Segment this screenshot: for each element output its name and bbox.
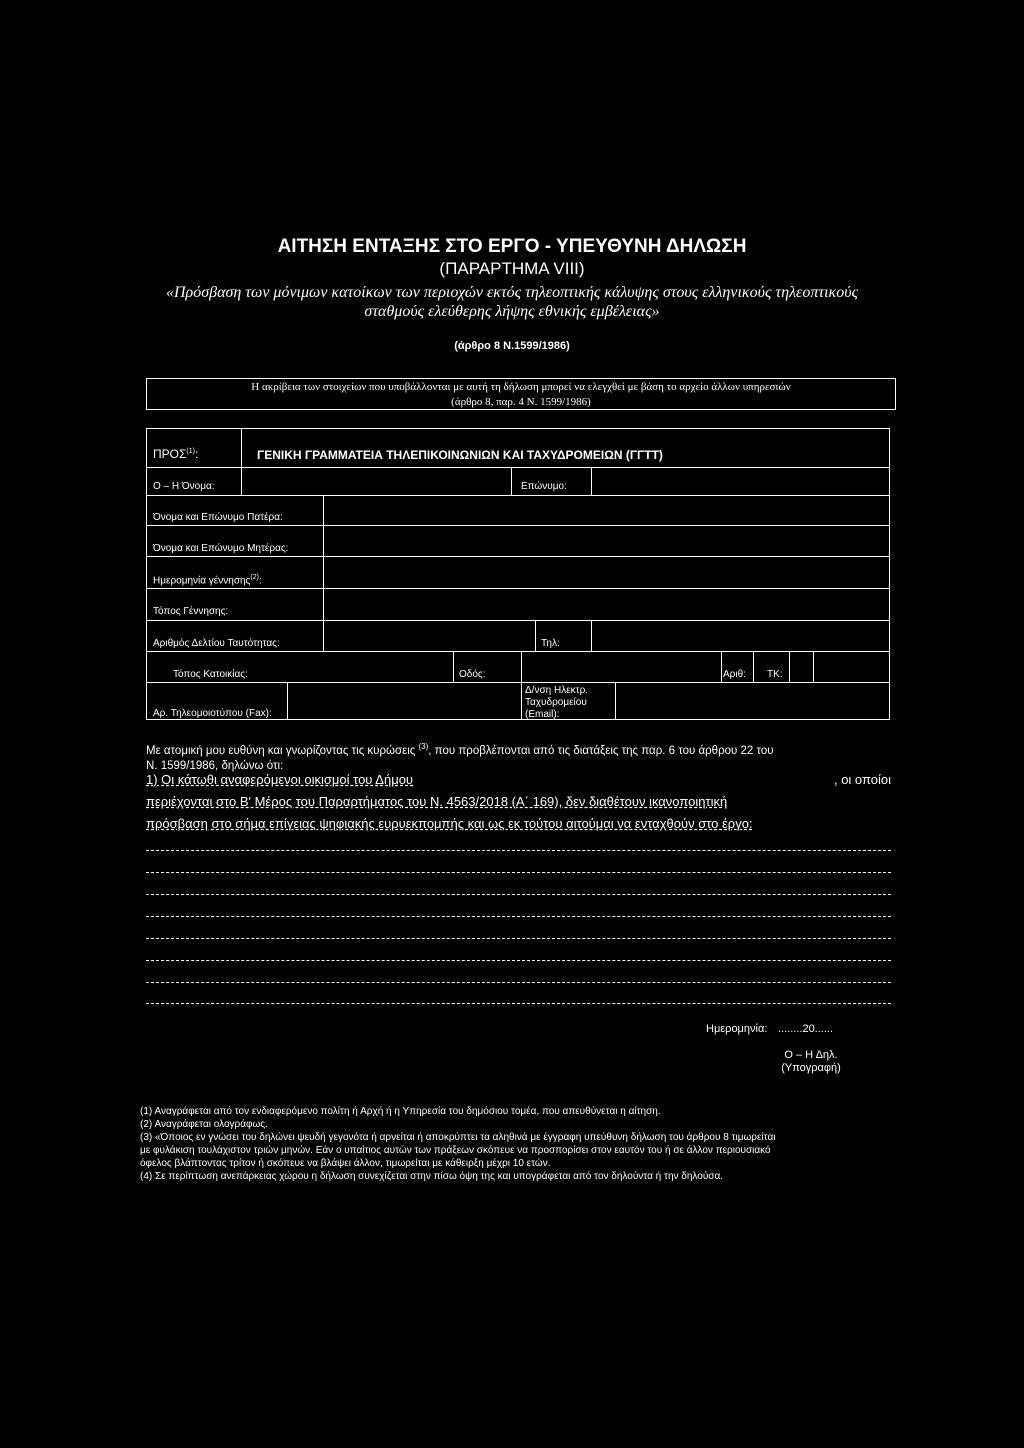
surname-label: Επώνυμο:	[521, 481, 567, 492]
date-label: Ημερομηνία:	[706, 1023, 768, 1035]
birth-place-label: Τόπος Γέννησης:	[153, 606, 229, 617]
mother-name-field[interactable]	[325, 527, 887, 555]
recipient-value: ΓΕΝΙΚΗ ΓΡΑΜΜΑΤΕΙΑ ΤΗΛΕΠΙΚΟΙΝΩΝΙΩΝ ΚΑΙ ΤΑΧΥΔΡΟΜΕΙΩΝ (ΓΓΤΤ)	[257, 448, 663, 462]
mother-name-label: Όνομα και Επώνυμο Μητέρας:	[153, 543, 289, 554]
applicant-form	[146, 428, 890, 720]
project-name-line-1: «Πρόσβαση των μόνιμων κατοίκων των περιοχών εκτός τηλεοπτικής κάλυψης στους ελληνικούς τηλεοπτικούς	[165, 284, 859, 301]
footnote-3-line-3: όφελος βλάπτοντας τρίτον ή σκόπευε να βλάψει άλλον, τιμωρείται με κάθειρξη μέχρι 10 ετών.	[140, 1158, 551, 1169]
footnote-3-line-2: με φυλάκιση τουλάχιστον τριών μηνών. Εάν ο υπαίτιος αυτών των πράξεων σκόπευε να προσπορίσει στον εαυτόν του ή σε άλλον περιουσιακό	[140, 1145, 771, 1156]
footnote-1: (1) Αναγράφεται από τον ενδιαφερόμενο πολίτη ή Αρχή ή η Υπηρεσία του δημόσιου τομέα, που απευθύνεται η αίτηση.	[140, 1106, 661, 1117]
footnote-3-line-1: (3) «Όποιος εν γνώσει του δηλώνει ψευδή γεγονότα ή αρνείται ή αποκρύπτει τα αληθινά με έγγραφη υπεύθυνη δήλωση του άρθρου 8 τιμωρείται	[140, 1132, 776, 1143]
fax-label: Αρ. Τηλεομοιοτύπου (Fax):	[153, 708, 272, 719]
blank-line[interactable]	[146, 982, 891, 983]
father-name-field[interactable]	[325, 497, 887, 524]
phone-label: Τηλ:	[541, 638, 560, 649]
birth-date-field[interactable]	[325, 558, 887, 587]
footnotes	[140, 1105, 900, 1183]
declaration-text: Με ατομική μου ευθύνη και γνωρίζοντας τις κυρώσεις $^{(3)}$, που προβλέπονται από τις διατάξεις της παρ. 6 του άρθρου 22 του Ν. 1599/1986, δηλώνω ότι:	[146, 742, 774, 772]
legal-article: (άρθρο 8 Ν.1599/1986)	[454, 340, 570, 352]
street-label: Οδός:	[459, 669, 486, 680]
recipient-label: ΠΡΟΣ$^{(1)}$:	[153, 447, 199, 461]
blank-line[interactable]	[146, 916, 891, 917]
fax-field[interactable]	[289, 684, 520, 718]
birth-date-label: Ημερομηνία γέννησης$^{(2)}$:	[153, 574, 262, 587]
blank-line[interactable]	[146, 938, 891, 939]
project-name-line-2: σταθμούς ελεύθερης λήψης εθνικής εμβέλειας»	[364, 303, 660, 320]
footnote-4: (4) Σε περίπτωση ανεπάρκειας χώρου η δήλωση συνεχίζεται στην πίσω όψη της και υπογράφεται από τον δηλούντα ή την δηλούσα.	[140, 1171, 724, 1182]
first-name-label: Ο – Η Όνομα:	[153, 481, 215, 492]
father-name-label: Όνομα και Επώνυμο Πατέρα:	[153, 512, 283, 523]
zip-label: ΤΚ:	[767, 669, 783, 680]
signature-label: (Υπογραφή)	[781, 1062, 841, 1074]
blank-line[interactable]	[146, 960, 891, 961]
accuracy-notice-line-1: Η ακρίβεια των στοιχείων που υποβάλλονται με αυτή τη δήλωση μπορεί να ελεγχθεί με βάση το αρχείο άλλων υπηρεσιών	[251, 381, 791, 393]
first-name-field[interactable]	[243, 469, 509, 494]
declaration-item-1-line-3: πρόσβαση στο σήμα επίγειας ψηφιακής ευρυεκπομπής και ως εκ τούτου αιτούμαι να ενταχθούν στο έργο:	[146, 816, 753, 831]
blank-line[interactable]	[146, 894, 891, 895]
declarant-label: Ο – Η Δηλ.	[784, 1049, 838, 1061]
email-field[interactable]	[617, 684, 887, 718]
zip-field[interactable]	[815, 653, 887, 681]
phone-field[interactable]	[593, 622, 887, 650]
declaration-item-1-line-1: 1) Οι κάτωθι αναφερόμενοι οικισμοί του Δήμου , οι οποίοι	[146, 772, 891, 787]
id-number-field[interactable]	[325, 622, 534, 650]
birth-place-field[interactable]	[325, 590, 887, 619]
blank-line[interactable]	[146, 1003, 891, 1004]
accuracy-notice-box	[146, 378, 896, 410]
blank-line[interactable]	[146, 872, 891, 873]
footnote-2: (2) Αναγράφεται ολογράφως.	[140, 1119, 268, 1130]
street-number-label: Αριθ:	[723, 669, 746, 680]
document-subtitle: (ΠΑΡΑΡΤΗΜΑ VIII)	[439, 259, 585, 278]
date-value: ........20......	[778, 1023, 834, 1035]
accuracy-notice-line-2: (άρθρο 8, παρ. 4 Ν. 1599/1986)	[451, 396, 591, 408]
surname-field[interactable]	[593, 469, 887, 494]
residence-label: Τόπος Κατοικίας:	[173, 669, 248, 680]
declaration-item-1-line-2: περιέχονται στο Β' Μέρος του Παραρτήματος του Ν. 4563/2018 (Α΄ 169), δεν διαθέτουν ικανοποιητική	[146, 794, 728, 809]
id-number-label: Αριθμός Δελτίου Ταυτότητας:	[153, 638, 280, 649]
street-field[interactable]	[523, 653, 720, 681]
email-label: Δ/νση Ηλεκτρ. Ταχυδρομείου (Email):	[525, 685, 589, 720]
document-title: ΑΙΤΗΣΗ ΕΝΤΑΞΗΣ ΣΤΟ ΕΡΓΟ - ΥΠΕΥΘΥΝΗ ΔΗΛΩΣΗ	[277, 236, 747, 257]
blank-line[interactable]	[146, 850, 891, 851]
